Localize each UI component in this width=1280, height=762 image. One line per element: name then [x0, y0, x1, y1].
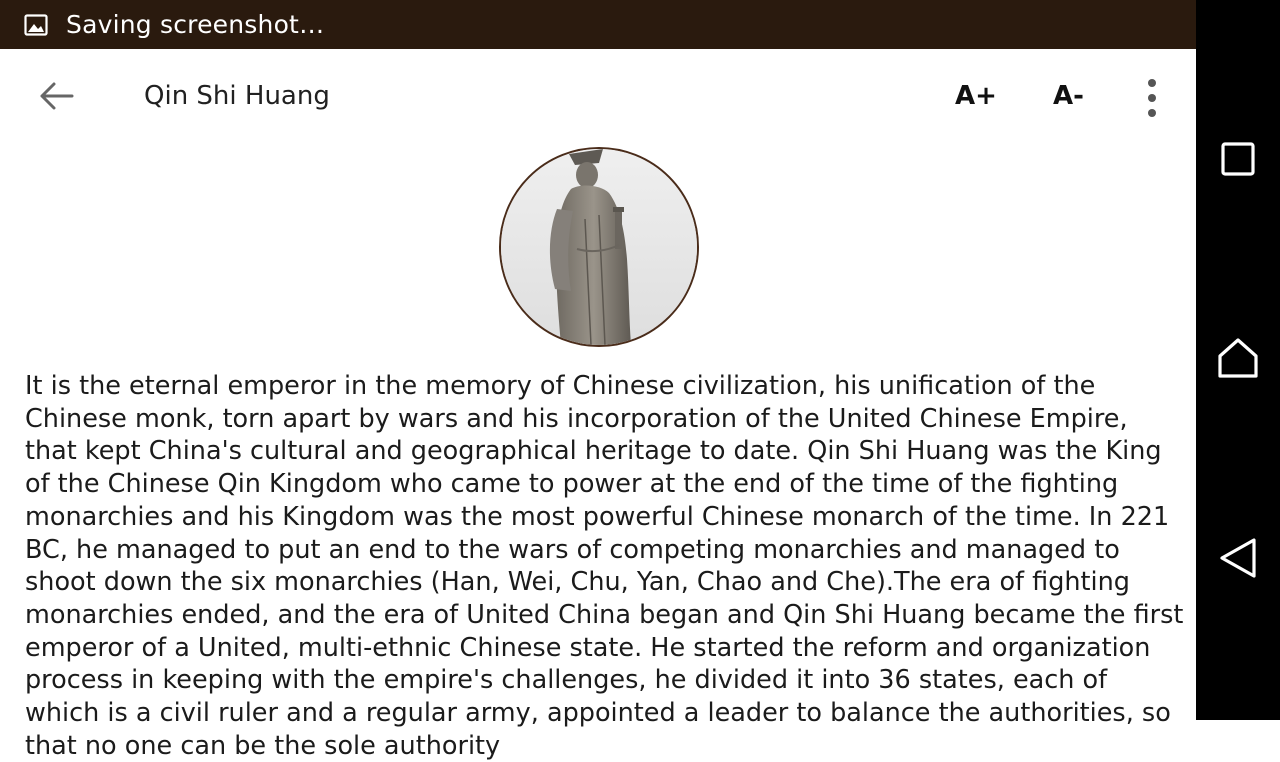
back-button[interactable] [34, 80, 78, 116]
triangle-back-icon [1218, 536, 1258, 584]
image-icon [24, 13, 48, 37]
system-back-button[interactable] [1214, 536, 1262, 584]
status-text: Saving screenshot… [66, 10, 325, 39]
status-bar [0, 0, 1196, 49]
statue-illustration [501, 149, 697, 345]
more-vert-icon [1148, 79, 1156, 87]
app-bar [0, 49, 1196, 147]
recent-apps-button[interactable] [1214, 137, 1262, 185]
page-title: Qin Shi Huang [144, 81, 330, 111]
font-decrease-button[interactable]: A- [1053, 81, 1084, 111]
font-increase-button[interactable]: A+ [955, 81, 997, 111]
article-body: It is the eternal emperor in the memory of Chinese civilization, his unification of the Chinese monk, torn apart by wars and his incorporation of the United Chinese Empire, that kept China's cultural and geographical heritage to date. Qin Shi Huang was the King of the Chinese Qin Kingdom who came to power at the end of the time of the fighting monarchies and his Kingdom was the most powerful Chinese monarch of the time. In 221 BC, he managed to put an end to the wars of competing monarchies and managed to shoot down the six monarchies (Han, Wei, Chu, Yan, Chao and Che).The era of fighting monarchies ended, and the era of United China began and Qin Shi Huang became the first emperor of a United, multi-ethnic Chinese state. He started the reform and organization process in keeping with the empire's challenges, he divided it into 36 states, each of which is a civil ruler and a regular army, appointed a leader to balance the authorities, so that no one can be the sole authority [25, 371, 1184, 761]
square-icon [1220, 141, 1256, 181]
home-icon [1216, 336, 1260, 384]
home-button[interactable] [1214, 336, 1262, 384]
portrait-image [499, 147, 699, 347]
arrow-left-icon [38, 81, 74, 115]
navigation-bar [1196, 0, 1280, 720]
more-options-button[interactable] [1140, 79, 1164, 117]
